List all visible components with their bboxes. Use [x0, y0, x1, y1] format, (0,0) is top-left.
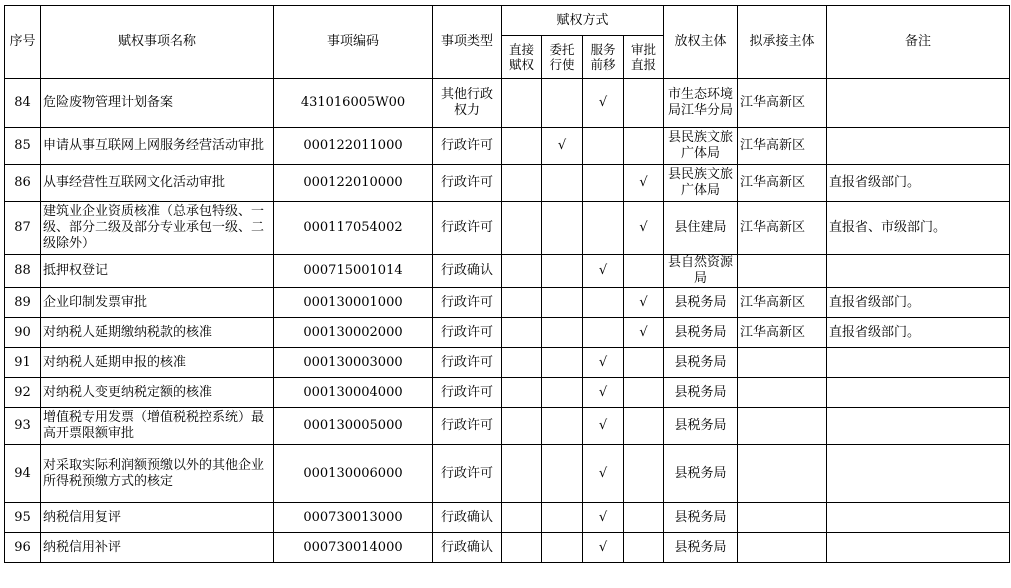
item-name: 企业印制发票审批	[41, 288, 274, 318]
remark: 直报省级部门。	[827, 318, 1010, 348]
remark	[827, 445, 1010, 503]
table-row	[5, 408, 1010, 445]
mode-service-cell: √	[583, 408, 624, 445]
mode-direct-cell	[502, 165, 542, 202]
remark	[827, 348, 1010, 378]
grantor: 县税务局	[664, 288, 738, 318]
receiver	[738, 255, 827, 288]
mode-direct-cell	[502, 79, 542, 128]
header-grantor: 放权主体	[664, 6, 738, 79]
mode-entrust-cell	[542, 288, 583, 318]
table-row	[5, 445, 1010, 503]
grantor: 县自然资源局	[664, 255, 738, 288]
header-remark: 备注	[827, 6, 1010, 79]
receiver: 江华高新区	[738, 288, 827, 318]
mode-direct-cell	[502, 408, 542, 445]
item-code: 000730014000	[274, 533, 433, 563]
mode-service-cell	[583, 288, 624, 318]
row-number: 87	[5, 202, 41, 255]
mode-entrust-cell	[542, 348, 583, 378]
mode-approval-cell: √	[624, 318, 664, 348]
item-code: 000130004000	[274, 378, 433, 408]
item-name: 申请从事互联网上网服务经营活动审批	[41, 128, 274, 165]
mode-approval-cell	[624, 533, 664, 563]
mode-approval-cell	[624, 445, 664, 503]
remark: 直报省级部门。	[827, 288, 1010, 318]
grantor: 县税务局	[664, 445, 738, 503]
remark	[827, 255, 1010, 288]
table-row	[5, 202, 1010, 255]
mode-entrust-cell: √	[542, 128, 583, 165]
row-number: 85	[5, 128, 41, 165]
item-type: 行政许可	[433, 408, 502, 445]
mode-direct-cell	[502, 318, 542, 348]
item-name: 纳税信用复评	[41, 503, 274, 533]
table-row	[5, 128, 1010, 165]
header-mode: 赋权方式	[502, 6, 664, 36]
mode-service-cell: √	[583, 79, 624, 128]
mode-direct-cell	[502, 288, 542, 318]
mode-service-cell: √	[583, 348, 624, 378]
mode-entrust-cell	[542, 408, 583, 445]
item-type: 其他行政权力	[433, 79, 502, 128]
header-mode-direct: 直接赋权	[502, 36, 542, 79]
table-row	[5, 79, 1010, 128]
row-number: 93	[5, 408, 41, 445]
grantor: 市生态环境局江华分局	[664, 79, 738, 128]
mode-approval-cell	[624, 378, 664, 408]
row-number: 89	[5, 288, 41, 318]
remark	[827, 378, 1010, 408]
item-code: 000130003000	[274, 348, 433, 378]
item-code: 431016005W00	[274, 79, 433, 128]
item-type: 行政确认	[433, 503, 502, 533]
table-body	[5, 79, 1010, 563]
receiver: 江华高新区	[738, 202, 827, 255]
grantor: 县民族文旅广体局	[664, 165, 738, 202]
mode-service-cell: √	[583, 445, 624, 503]
grantor: 县住建局	[664, 202, 738, 255]
mode-approval-cell: √	[624, 165, 664, 202]
receiver: 江华高新区	[738, 79, 827, 128]
item-name: 对纳税人变更纳税定额的核准	[41, 378, 274, 408]
mode-entrust-cell	[542, 165, 583, 202]
mode-approval-cell: √	[624, 288, 664, 318]
header-no: 序号	[5, 6, 41, 79]
receiver	[738, 445, 827, 503]
row-number: 95	[5, 503, 41, 533]
item-type: 行政许可	[433, 445, 502, 503]
header-mode-approval: 审批直报	[624, 36, 664, 79]
item-code: 000122011000	[274, 128, 433, 165]
remark	[827, 79, 1010, 128]
item-code: 000130006000	[274, 445, 433, 503]
row-number: 86	[5, 165, 41, 202]
grantor: 县税务局	[664, 348, 738, 378]
item-type: 行政许可	[433, 348, 502, 378]
mode-service-cell: √	[583, 255, 624, 288]
table-row	[5, 378, 1010, 408]
header-mode-service: 服务前移	[583, 36, 624, 79]
table-row	[5, 165, 1010, 202]
remark: 直报省、市级部门。	[827, 202, 1010, 255]
mode-approval-cell	[624, 408, 664, 445]
mode-entrust-cell	[542, 445, 583, 503]
receiver	[738, 408, 827, 445]
item-name: 从事经营性互联网文化活动审批	[41, 165, 274, 202]
receiver: 江华高新区	[738, 318, 827, 348]
grantor: 县税务局	[664, 378, 738, 408]
item-code: 000117054002	[274, 202, 433, 255]
mode-entrust-cell	[542, 318, 583, 348]
row-number: 96	[5, 533, 41, 563]
receiver	[738, 533, 827, 563]
table-row	[5, 503, 1010, 533]
row-number: 94	[5, 445, 41, 503]
grantor: 县税务局	[664, 503, 738, 533]
remark	[827, 128, 1010, 165]
receiver	[738, 348, 827, 378]
item-name: 对采取实际利润额预缴以外的其他企业所得税预缴方式的核定	[41, 445, 274, 503]
mode-approval-cell	[624, 255, 664, 288]
mode-approval-cell	[624, 348, 664, 378]
item-type: 行政许可	[433, 378, 502, 408]
table-row	[5, 288, 1010, 318]
item-name: 对纳税人延期申报的核准	[41, 348, 274, 378]
row-number: 91	[5, 348, 41, 378]
item-name: 建筑业企业资质核准（总承包特级、一级、部分二级及部分专业承包一级、二级除外）	[41, 202, 274, 255]
item-code: 000130005000	[274, 408, 433, 445]
item-code: 000715001014	[274, 255, 433, 288]
mode-service-cell	[583, 318, 624, 348]
header-mode-entrust: 委托行使	[542, 36, 583, 79]
mode-approval-cell	[624, 128, 664, 165]
item-name: 增值税专用发票（增值税税控系统）最高开票限额审批	[41, 408, 274, 445]
mode-entrust-cell	[542, 378, 583, 408]
item-type: 行政确认	[433, 255, 502, 288]
item-name: 对纳税人延期缴纳税款的核准	[41, 318, 274, 348]
item-type: 行政许可	[433, 318, 502, 348]
table-row	[5, 255, 1010, 288]
receiver: 江华高新区	[738, 128, 827, 165]
mode-entrust-cell	[542, 202, 583, 255]
grantor: 县民族文旅广体局	[664, 128, 738, 165]
item-type: 行政许可	[433, 288, 502, 318]
row-number: 84	[5, 79, 41, 128]
remark	[827, 533, 1010, 563]
mode-entrust-cell	[542, 79, 583, 128]
row-number: 92	[5, 378, 41, 408]
table-row	[5, 533, 1010, 563]
header-type: 事项类型	[433, 6, 502, 79]
item-type: 行政确认	[433, 533, 502, 563]
item-name: 抵押权登记	[41, 255, 274, 288]
item-type: 行政许可	[433, 202, 502, 255]
mode-direct-cell	[502, 202, 542, 255]
mode-service-cell	[583, 128, 624, 165]
item-code: 000122010000	[274, 165, 433, 202]
mode-service-cell	[583, 165, 624, 202]
mode-entrust-cell	[542, 533, 583, 563]
item-code: 000730013000	[274, 503, 433, 533]
mode-service-cell: √	[583, 503, 624, 533]
mode-direct-cell	[502, 255, 542, 288]
header-receiver: 拟承接主体	[738, 6, 827, 79]
receiver: 江华高新区	[738, 165, 827, 202]
grantor: 县税务局	[664, 318, 738, 348]
mode-direct-cell	[502, 445, 542, 503]
remark	[827, 408, 1010, 445]
item-type: 行政许可	[433, 165, 502, 202]
remark	[827, 503, 1010, 533]
header-code: 事项编码	[274, 6, 433, 79]
mode-approval-cell: √	[624, 202, 664, 255]
receiver	[738, 503, 827, 533]
mode-service-cell: √	[583, 378, 624, 408]
remark: 直报省级部门。	[827, 165, 1010, 202]
mode-entrust-cell	[542, 255, 583, 288]
row-number: 88	[5, 255, 41, 288]
item-code: 000130001000	[274, 288, 433, 318]
grantor: 县税务局	[664, 533, 738, 563]
mode-approval-cell	[624, 79, 664, 128]
item-code: 000130002000	[274, 318, 433, 348]
mode-direct-cell	[502, 533, 542, 563]
mode-direct-cell	[502, 128, 542, 165]
header-name: 赋权事项名称	[41, 6, 274, 79]
mode-approval-cell	[624, 503, 664, 533]
table-row	[5, 318, 1010, 348]
mode-entrust-cell	[542, 503, 583, 533]
mode-direct-cell	[502, 378, 542, 408]
rights-table	[4, 5, 1010, 563]
grantor: 县税务局	[664, 408, 738, 445]
mode-service-cell	[583, 202, 624, 255]
item-name: 危险废物管理计划备案	[41, 79, 274, 128]
mode-service-cell: √	[583, 533, 624, 563]
table-row	[5, 348, 1010, 378]
receiver	[738, 378, 827, 408]
item-type: 行政许可	[433, 128, 502, 165]
mode-direct-cell	[502, 348, 542, 378]
row-number: 90	[5, 318, 41, 348]
item-name: 纳税信用补评	[41, 533, 274, 563]
mode-direct-cell	[502, 503, 542, 533]
